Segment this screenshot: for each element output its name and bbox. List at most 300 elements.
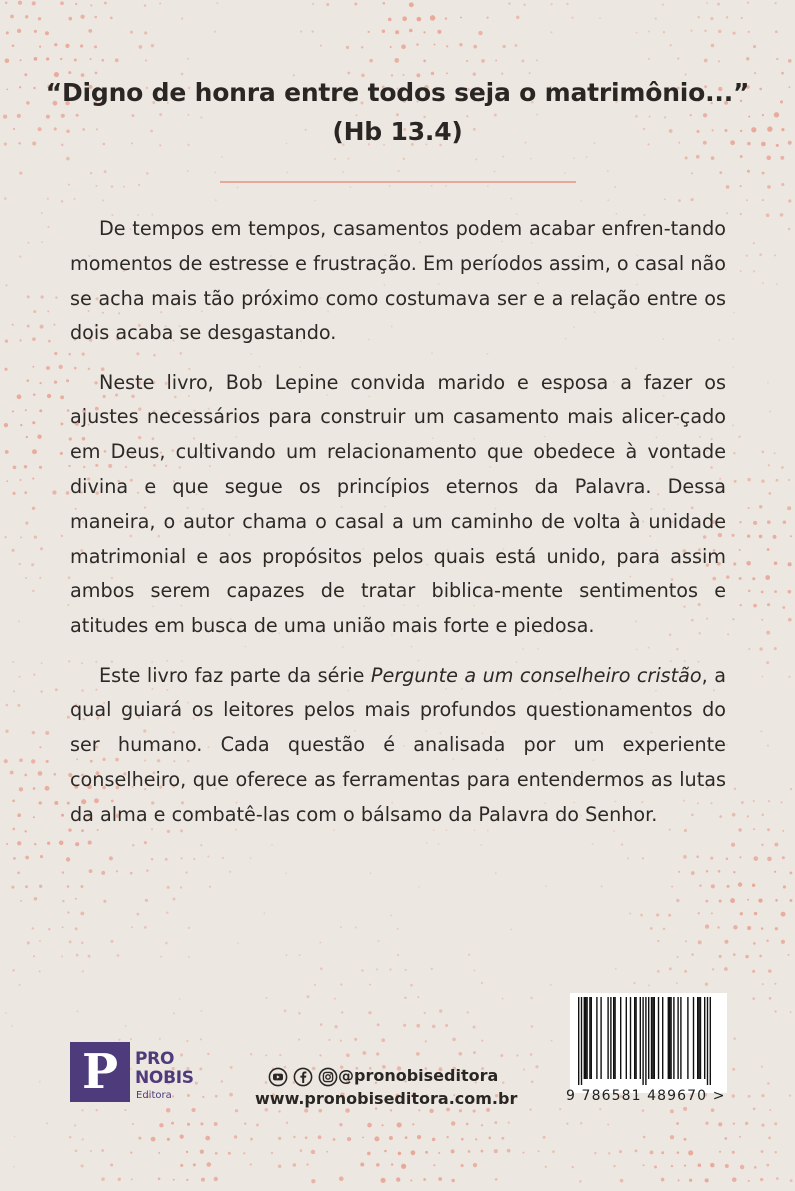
barcode-bar [607,997,608,1079]
texture-dot [461,1164,464,1167]
texture-dot [34,57,38,61]
texture-dot [158,1178,161,1181]
texture-dot [346,46,349,49]
texture-dot [146,172,149,175]
texture-dot [318,1135,322,1139]
texture-dot [234,1135,237,1138]
texture-dot [758,899,762,903]
texture-dot [730,898,735,903]
texture-dot [656,913,659,916]
texture-dot [94,16,97,19]
texture-dot [188,927,190,929]
texture-dot [719,1151,721,1153]
texture-dot [685,156,688,159]
texture-dot [390,46,392,48]
texture-dot [774,590,777,593]
texture-dot [752,577,755,580]
texture-dot [4,197,7,200]
texture-dot [159,1038,161,1040]
texture-dot [25,522,28,525]
texture-dot [663,31,665,33]
texture-dot [284,1010,287,1013]
texture-dot [718,870,721,873]
texture-dot [32,1,36,5]
texture-dot [47,842,50,845]
texture-dot [746,199,748,201]
texture-dot [250,1053,252,1055]
texture-dot [68,184,70,186]
website-link[interactable]: www.pronobiseditora.com.br [255,1089,518,1108]
texture-dot [398,1152,402,1156]
texture-dot [501,72,503,74]
texture-dot [776,479,779,482]
texture-dot [12,324,14,326]
texture-dot [27,941,30,944]
texture-dot [10,15,14,19]
texture-dot [661,1178,665,1182]
texture-dot [403,1024,406,1027]
texture-dot [62,871,64,873]
texture-dot [579,1180,582,1183]
texture-dot [101,871,105,875]
texture-dot [34,843,36,845]
texture-dot [193,858,195,860]
texture-dot [706,2,708,4]
texture-dot [265,1054,267,1056]
texture-dot [776,1177,779,1180]
texture-dot [752,883,756,887]
barcode-bar [651,997,652,1079]
texture-dot [438,1152,440,1154]
youtube-icon[interactable] [268,1067,288,1087]
texture-dot [5,284,7,286]
texture-dot [45,731,49,735]
texture-dot [521,60,524,63]
texture-dot [774,983,776,985]
texture-dot [342,171,344,173]
texture-dot [523,1069,525,1071]
texture-dot [466,60,468,62]
texture-dot [74,198,76,200]
texture-dot [550,984,552,986]
texture-dot [657,970,660,973]
texture-dot [668,914,671,917]
texture-dot [500,1054,503,1057]
texture-dot [552,1150,555,1153]
texture-dot [753,45,756,48]
texture-dot [18,563,20,565]
texture-dot [774,561,777,564]
texture-dot [523,4,525,6]
texture-dot [165,858,168,861]
texture-dot [68,17,72,21]
texture-dot [339,1123,342,1126]
texture-dot [25,15,28,18]
texture-dot [409,2,414,7]
texture-dot [753,270,755,272]
barcode-bar [591,997,592,1079]
social-handle[interactable]: @pronobiseditora [338,1066,499,1085]
texture-dot [740,912,743,915]
texture-dot [768,800,770,802]
texture-dot [39,409,42,412]
texture-dot [633,982,635,984]
texture-dot [397,954,399,956]
texture-dot [191,1108,195,1112]
texture-dot [739,1136,741,1138]
texture-dot [6,704,9,707]
texture-dot [732,534,735,537]
texture-dot [293,74,295,76]
texture-dot [657,940,659,942]
texture-dot [762,282,764,284]
texture-dot [13,1166,15,1168]
facebook-icon[interactable] [293,1067,313,1087]
texture-dot [311,1179,315,1183]
texture-dot [38,771,43,776]
texture-dot [319,1109,323,1113]
texture-dot [732,1068,735,1071]
texture-dot [564,172,566,174]
texture-dot [250,857,252,859]
texture-dot [34,535,37,538]
texture-dot [361,74,364,77]
texture-dot [775,1151,777,1153]
instagram-icon[interactable] [318,1067,338,1087]
texture-dot [586,156,588,158]
texture-dot [559,1108,561,1110]
series-title: Pergunte a um conselheiro cristão [370,663,702,687]
texture-dot [536,59,538,61]
texture-dot [46,366,50,370]
texture-dot [748,648,750,650]
texture-dot [405,969,407,971]
texture-dot [747,815,749,817]
epigraph-reference: (Hb 13.4) [332,117,463,146]
texture-dot [481,59,485,63]
barcode-bar [710,997,711,1085]
texture-dot [733,1122,735,1124]
texture-dot [216,2,218,4]
texture-dot [753,521,757,525]
texture-dot [117,954,120,957]
texture-dot [402,16,407,21]
texture-dot [66,379,69,382]
texture-dot [473,1110,476,1113]
texture-dot [160,956,162,958]
barcode-bar [673,997,674,1079]
texture-dot [145,59,147,61]
texture-dot [654,1166,657,1169]
texture-dot [12,800,15,803]
texture-dot [501,1137,504,1140]
texture-dot [40,325,44,329]
texture-dot [60,452,63,455]
texture-dot [388,18,392,22]
texture-dot [782,606,785,609]
texture-dot [66,491,70,495]
texture-dot [24,73,27,76]
texture-dot [774,1010,776,1012]
texture-dot [27,325,30,328]
texture-dot [391,1163,393,1165]
texture-dot [439,1009,442,1012]
texture-dot [753,856,758,861]
texture-dot [762,114,764,116]
texture-dot [14,1136,16,1138]
barcode-bar [640,997,641,1079]
texture-dot [377,1023,380,1026]
texture-dot [40,295,43,298]
texture-dot [90,4,92,6]
texture-dot [209,886,211,888]
texture-dot [718,30,721,33]
texture-dot [11,1025,13,1027]
texture-dot [5,1012,7,1014]
texture-dot [12,969,15,972]
texture-dot [24,491,27,494]
texture-dot [32,478,34,480]
texture-dot [13,690,15,692]
texture-dot [18,620,20,622]
texture-dot [5,2,7,4]
texture-dot [101,1149,104,1152]
texture-dot [75,3,77,5]
texture-dot [726,212,728,214]
texture-dot [754,912,757,915]
texture-dot [355,114,357,116]
barcode-bar [620,997,621,1079]
texture-dot [38,17,41,20]
texture-dot [17,871,20,874]
texture-dot [705,1122,708,1125]
texture-dot [761,844,763,846]
texture-dot [376,1052,379,1055]
texture-dot [186,1040,188,1042]
texture-dot [545,885,547,887]
texture-dot [172,1095,174,1097]
texture-dot [648,58,650,60]
texture-dot [423,31,425,33]
texture-dot [31,563,34,566]
texture-dot [790,535,792,537]
texture-dot [298,1039,300,1041]
texture-dot [55,296,57,298]
texture-dot [54,801,58,805]
texture-dot [766,155,771,160]
texture-dot [733,312,735,314]
texture-dot [94,45,97,48]
texture-dot [788,676,790,678]
texture-dot [776,58,778,60]
texture-dot [550,3,552,5]
texture-dot [39,1081,41,1083]
texture-dot [767,745,769,747]
texture-dot [81,1164,84,1167]
texture-dot [326,3,329,6]
texture-dot [41,212,43,214]
texture-dot [446,1108,450,1112]
texture-dot [663,928,665,930]
texture-dot [409,29,413,33]
texture-dot [740,155,743,158]
texture-dot [187,58,189,60]
texture-dot [423,1178,426,1181]
texture-dot [601,885,603,887]
texture-dot [187,1123,190,1126]
texture-dot [82,970,84,972]
texture-dot [167,1138,170,1141]
texture-dot [543,1136,546,1139]
texture-dot [473,45,477,49]
texture-dot [187,1094,190,1097]
texture-dot [340,1040,342,1042]
synopsis-paragraph-3 [70,659,726,833]
texture-dot [410,1180,412,1182]
texture-dot [691,871,695,875]
texture-dot [747,170,750,173]
texture-dot [132,1123,134,1125]
texture-dot [535,1065,538,1068]
texture-dot [104,170,107,173]
texture-dot [24,774,27,777]
texture-dot [320,967,323,970]
texture-dot [438,1177,442,1181]
texture-dot [683,1107,687,1111]
texture-dot [334,1025,337,1028]
texture-dot [529,1108,531,1110]
texture-dot [685,74,687,76]
texture-dot [311,30,313,32]
texture-dot [487,185,489,187]
texture-dot [468,954,470,956]
texture-dot [566,3,568,5]
texture-dot [384,1150,387,1153]
texture-dot [151,44,154,47]
texture-dot [27,242,29,244]
texture-dot [40,690,43,693]
texture-dot [62,926,64,928]
texture-dot [265,1108,269,1112]
texture-dot [788,199,791,202]
texture-dot [698,912,700,914]
texture-dot [33,955,35,957]
texture-dot [61,423,64,426]
texture-dot [320,1023,323,1026]
texture-dot [431,72,435,76]
texture-dot [515,44,518,47]
barcode-bar [704,997,705,1079]
texture-dot [783,520,786,523]
texture-dot [767,828,770,831]
texture-dot [32,366,34,368]
barcode-bar [635,997,636,1079]
texture-dot [104,2,107,5]
texture-dot [228,1152,231,1155]
texture-dot [698,940,702,944]
texture-dot [5,58,10,63]
texture-dot [347,72,350,75]
texture-dot [33,787,36,790]
texture-dot [788,562,792,566]
texture-dot [81,1109,83,1111]
texture-dot [201,1010,203,1012]
texture-dot [732,32,735,35]
texture-dot [54,773,57,776]
texture-dot [39,577,41,579]
texture-dot [727,633,729,635]
texture-dot [516,16,519,19]
texture-dot [705,983,708,986]
texture-dot [677,57,679,59]
texture-dot [199,1068,202,1071]
texture-dot [732,424,734,426]
texture-dot [747,2,749,4]
texture-dot [419,1109,421,1111]
texture-dot [54,381,57,384]
texture-dot [782,856,785,859]
texture-dot [346,1053,350,1057]
texture-dot [486,17,488,19]
texture-dot [39,940,41,942]
texture-dot [431,968,433,970]
texture-dot [17,29,21,33]
texture-dot [627,857,629,859]
texture-dot [221,1080,223,1082]
texture-dot [739,549,741,551]
texture-dot [39,801,42,804]
texture-dot [145,899,148,902]
texture-dot [768,464,770,466]
texture-dot [731,843,735,847]
texture-dot [774,843,778,847]
texture-dot [319,1054,321,1056]
texture-dot [334,158,336,160]
texture-dot [395,30,399,34]
texture-dot [684,1138,687,1141]
texture-dot [445,185,447,187]
texture-dot [68,71,71,74]
texture-dot [732,1151,735,1154]
texture-dot [32,731,35,734]
texture-dot [740,185,742,187]
texture-dot [607,1123,609,1125]
texture-dot [417,996,419,998]
texture-dot [766,213,770,217]
texture-dot [740,213,742,215]
texture-dot [511,928,513,930]
texture-dot [425,1040,427,1042]
texture-dot [459,43,462,46]
texture-dot [502,156,504,158]
texture-dot [486,1108,490,1112]
texture-dot [110,16,113,19]
texture-dot [360,1163,364,1167]
texture-dot [314,984,316,986]
texture-dot [230,1066,233,1069]
texture-dot [6,480,8,482]
texture-dot [95,185,97,187]
texture-dot [767,185,771,189]
texture-dot [214,172,216,174]
texture-dot [732,338,734,340]
texture-dot [416,43,418,45]
texture-dot [103,900,106,903]
texture-dot [753,604,757,608]
texture-dot [167,886,170,889]
texture-dot [740,604,742,606]
texture-dot [753,242,755,244]
